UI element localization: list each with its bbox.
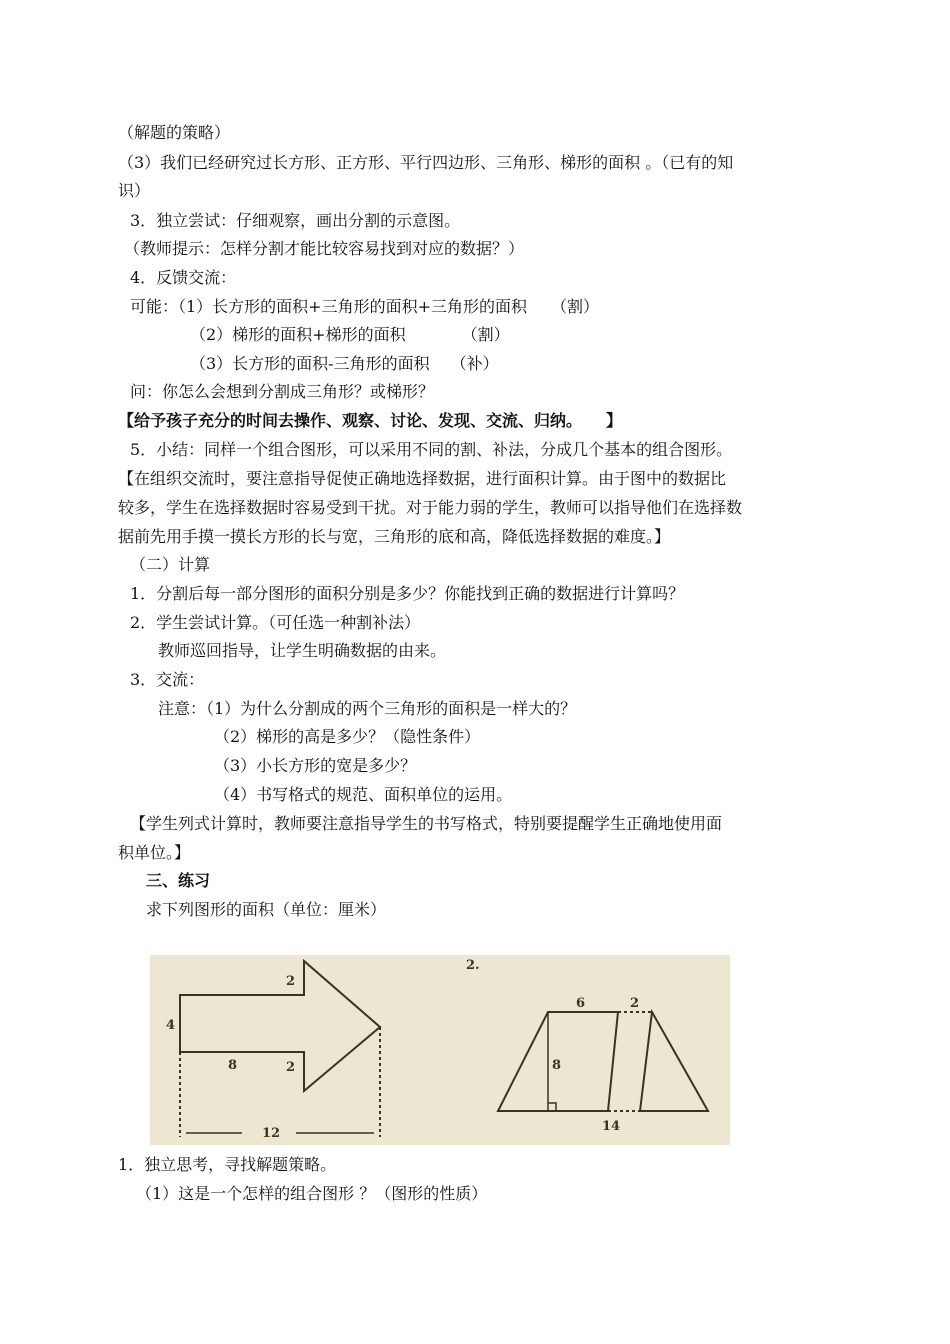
text-line: 3．独立尝试：仔细观察，画出分割的示意图。 [130,211,461,230]
trap-label-bottom: 14 [602,1119,621,1134]
text-line: 可能：（1）长方形的面积+三角形的面积+三角形的面积 （割） [130,297,599,316]
text-line: （4）书写格式的规范、面积单位的运用。 [214,785,513,804]
arrow-label-left: 4 [166,1018,176,1033]
composite-shapes-figure [150,955,730,1145]
text-line: 问：你怎么会想到分割成三角形？或梯形？ [130,382,435,401]
text-line: 1．分割后每一部分图形的面积分别是多少？你能找到正确的数据进行计算吗？ [130,584,685,603]
text-line: 3．交流： [130,670,205,689]
text-line: 【给予孩子充分的时间去操作、观察、讨论、发现、交流、归纳。 】 [118,411,623,430]
arrow-label-bottom-left: 8 [228,1058,238,1073]
arrow-label-bottom-total: 12 [262,1126,281,1141]
section-heading: 三、练习 [146,871,211,890]
trap-label-height: 8 [552,1058,562,1073]
text-line: 教师巡回指导，让学生明确数据的由来。 [158,641,447,660]
text-line: 据前先用手摸一摸长方形的长与宽，三角形的底和高，降低选择数据的难度。】 [118,527,671,546]
text-line: 【在组织交流时，要注意指导促使正确地选择数据，进行面积计算。由于图中的数据比 [118,469,727,488]
arrow-label-top-right: 2 [286,974,296,989]
trap-label-top-left: 6 [576,996,586,1011]
text-line: 2．学生尝试计算。（可任选一种割补法） [130,613,421,632]
text-line: 注意：（1）为什么分割成的两个三角形的面积是一样大的？ [158,699,577,718]
text-line: （2）梯形的面积+梯形的面积 （割） [190,325,510,344]
text-line: 识） [118,181,151,200]
text-line: （3）我们已经研究过长方形、正方形、平行四边形、三角形、梯形的面积 。（已有的知 [118,153,734,172]
text-line: （二）计算 [130,555,211,574]
trap-figure-number: 2. [466,958,480,973]
text-line: 1．独立思考，寻找解题策略。 [118,1155,337,1174]
figure-svg [150,955,730,1145]
text-line: （教师提示：怎样分割才能比较容易找到对应的数据？） [124,239,525,258]
text-line: 求下列图形的面积（单位：厘米） [146,900,387,919]
figure-background [150,955,730,1145]
text-line: （3）长方形的面积-三角形的面积 （补） [190,354,499,373]
text-line: 较多，学生在选择数据时容易受到干扰。对于能力弱的学生，教师可以指导他们在选择数 [118,498,743,517]
text-line: 积单位。】 [118,843,191,862]
text-line: 4．反馈交流： [130,268,237,287]
text-line: （2）梯形的高是多少？（隐性条件） [214,727,481,746]
text-line: （3）小长方形的宽是多少？ [214,756,417,775]
text-line: （解题的策略） [118,123,231,142]
arrow-label-bottom-right: 2 [286,1060,296,1075]
text-line: （1）这是一个怎样的组合图形 ？（图形的性质） [136,1184,488,1203]
trap-label-top-right: 2 [630,996,640,1011]
text-line: 5．小结：同样一个组合图形，可以采用不同的割、补法，分成几个基本的组合图形。 [130,440,733,459]
text-line: 【学生列式计算时，教师要注意指导学生的书写格式，特别要提醒学生正确地使用面 [130,814,723,833]
